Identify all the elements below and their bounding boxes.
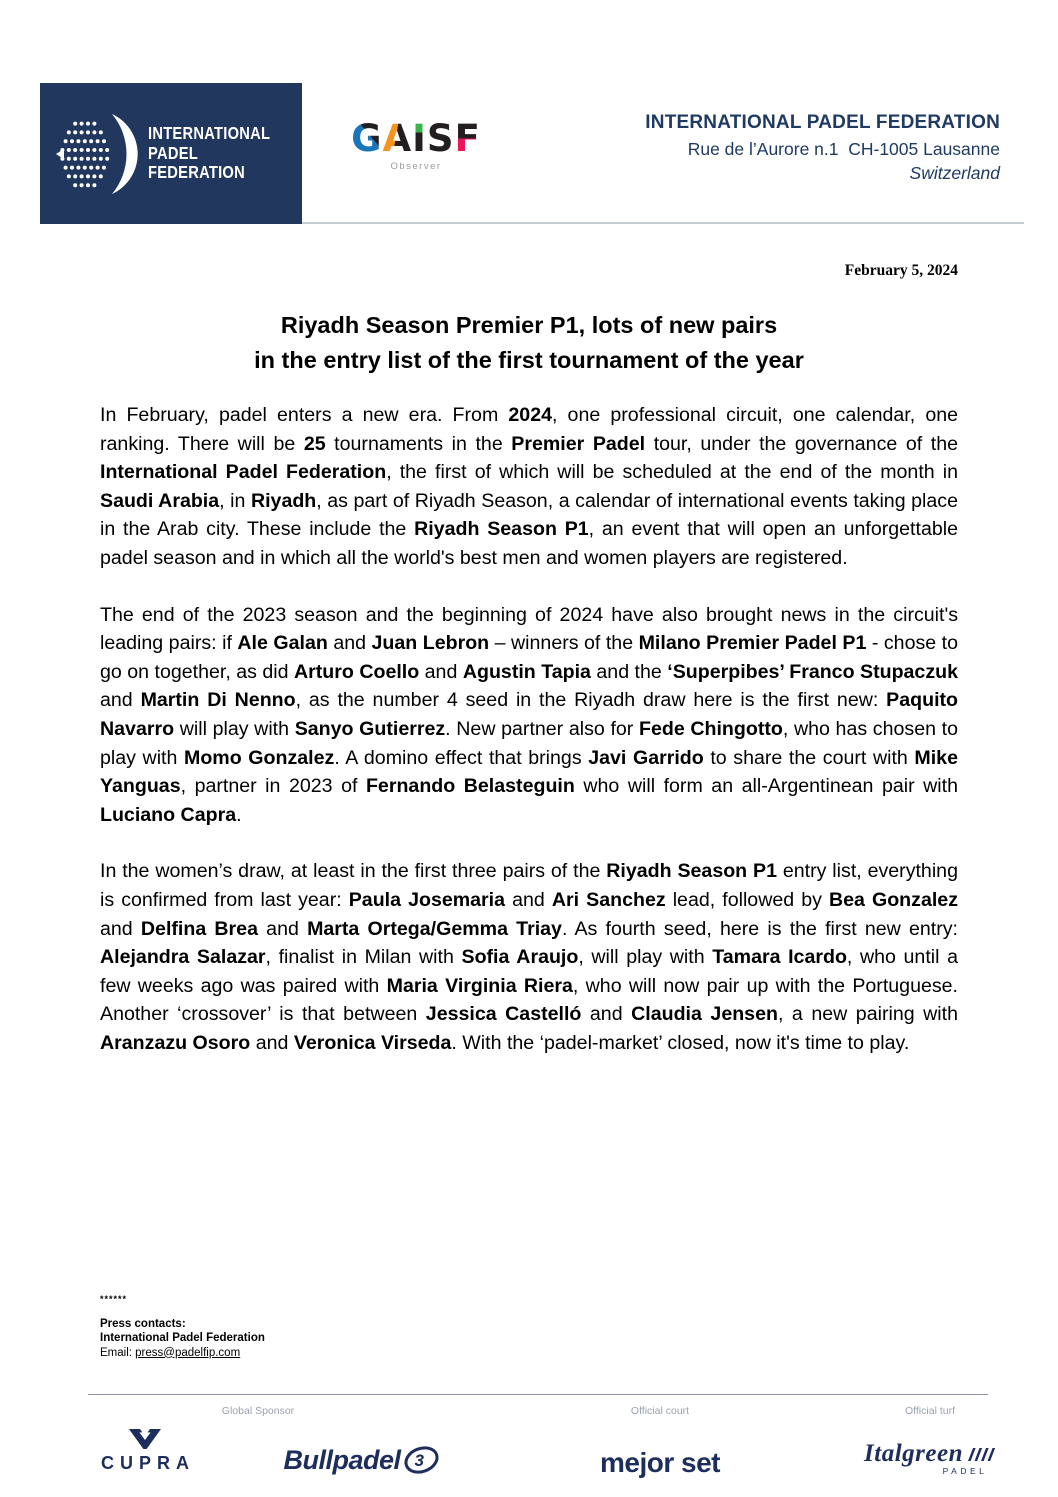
paragraph: In the women’s draw, at least in the first three pairs of the Riyadh Season P1 entry list, everything is confirmed from last year: Paula Josemaria and Ari Sanchez lead, followed by Bea Gonzalez and Delfina Brea and Marta Ortega/Gemma Triay. As fourth seed, here is the first new entry: Alejandra Salazar, finalist in Milan with Sofia Araujo, will play with Tamara Icardo, who until a few weeks ago was paired with Maria Virginia Riera, who will now pair up with the Portuguese. Another ‘crossover’ is that between Jessica Castelló and Claudia Jensen, a new pairing with Aranzazu Osoro and Veronica Virseda. With the ‘padel-market’ closed, now it's time to play. bbox=[100, 860, 959, 1054]
ipf-logo-line3: FEDERATION bbox=[148, 162, 245, 183]
gaisf-letter: A bbox=[382, 117, 413, 160]
contacts-org: International Padel Federation bbox=[100, 1332, 265, 1344]
address-org: INTERNATIONAL PADEL FEDERATION bbox=[645, 112, 1000, 133]
address-street: Rue de l’Aurore n.1 CH-1005 Lausanne bbox=[687, 139, 1000, 159]
footer-divider bbox=[88, 1394, 988, 1395]
ipf-logo-text bbox=[148, 124, 270, 183]
article-title-line1: Riyadh Season Premier P1, lots of new pairs bbox=[280, 312, 778, 338]
stars-separator: ****** bbox=[100, 1294, 128, 1304]
gaisf-letter: S bbox=[426, 117, 455, 160]
cupra-wordmark: CUPRA bbox=[100, 1453, 196, 1473]
italgreen-padel-label: PADEL bbox=[942, 1466, 988, 1476]
article-title-line2: in the entry list of the first tournament of the year bbox=[254, 347, 804, 373]
gaisf-letter: I bbox=[412, 117, 427, 160]
bullpadel-emblem-3: 3 bbox=[414, 1451, 424, 1470]
contacts-email-row bbox=[100, 1346, 265, 1361]
contacts-heading: Press contacts: bbox=[100, 1317, 186, 1330]
ipf-logo-box bbox=[40, 83, 302, 224]
gaisf-logo bbox=[336, 117, 496, 172]
italgreen-logo bbox=[864, 1440, 996, 1476]
gaisf-observer-label: Observer bbox=[390, 161, 442, 172]
gaisf-letter: F bbox=[454, 117, 481, 160]
italgreen-wordmark: Italgreen bbox=[864, 1440, 963, 1467]
sponsor-label-global: Global Sponsor bbox=[221, 1405, 295, 1417]
gaisf-letters bbox=[336, 117, 496, 160]
paragraph: The end of the 2023 season and the beginning of 2024 have also brought news in the circuit's leading pairs: if Ale Galan and Juan Lebron – winners of the Milano Premier Padel P1 - chose to go on together, as did Arturo Coello and Agustin Tapia and the ‘Superpibes’ Franco Stupaczuk and Martin Di Nenno, as the number 4 seed in the Riyadh draw here is the first new: Paquito Navarro will play with Sanyo Gutierrez. New partner also for Fede Chingotto, who has chosen to play with Momo Gonzalez. A domino effect that brings Javi Garrido to share the court with Mike Yanguas, partner in 2023 of Fernando Belasteguin who will form an all-Argentinean pair with Luciano Capra. bbox=[100, 603, 959, 826]
italgreen-slashes-icon bbox=[966, 1445, 996, 1463]
ipf-logo-line1: INTERNATIONAL bbox=[148, 123, 271, 144]
header-divider bbox=[302, 222, 1024, 224]
bullpadel-wordmark: Bullpadel bbox=[283, 1444, 401, 1475]
header-address bbox=[645, 112, 1000, 184]
address-country: Switzerland bbox=[909, 163, 1000, 183]
mejorset-wordmark: mejor set bbox=[600, 1447, 720, 1478]
document-date: February 5, 2024 bbox=[844, 262, 958, 279]
mejorset-logo bbox=[600, 1447, 720, 1479]
ipf-ball-paddle-icon bbox=[56, 106, 140, 202]
bullpadel-emblem-icon bbox=[403, 1444, 441, 1476]
article-title bbox=[0, 308, 1058, 378]
press-contacts bbox=[100, 1292, 265, 1360]
paragraph: In February, padel enters a new era. From 2024, one professional circuit, one calendar, one ranking. There will be 25 tournaments in the Premier Padel tour, under the governance of the International Padel Federation, the first of which will be scheduled at the end of the month in Saudi Arabia, in Riyadh, as part of Riyadh Season, a calendar of international events taking place in the Arab city. These include the Riyadh Season P1, an event that will open an unforgettable padel season and in which all the world's best men and women players are registered. bbox=[100, 404, 959, 569]
cupra-logo bbox=[95, 1427, 195, 1474]
sponsor-label-court: Official court bbox=[630, 1405, 690, 1417]
sponsor-label-turf: Official turf bbox=[905, 1405, 955, 1417]
gaisf-letter: G bbox=[351, 117, 383, 160]
ipf-logo-line2: PADEL bbox=[148, 142, 198, 163]
email-link[interactable]: press@padelfip.com bbox=[135, 1346, 241, 1359]
cupra-emblem-icon bbox=[124, 1427, 166, 1451]
bullpadel-logo bbox=[283, 1444, 440, 1476]
article-body bbox=[100, 401, 958, 1085]
email-label: Email: bbox=[100, 1346, 136, 1359]
